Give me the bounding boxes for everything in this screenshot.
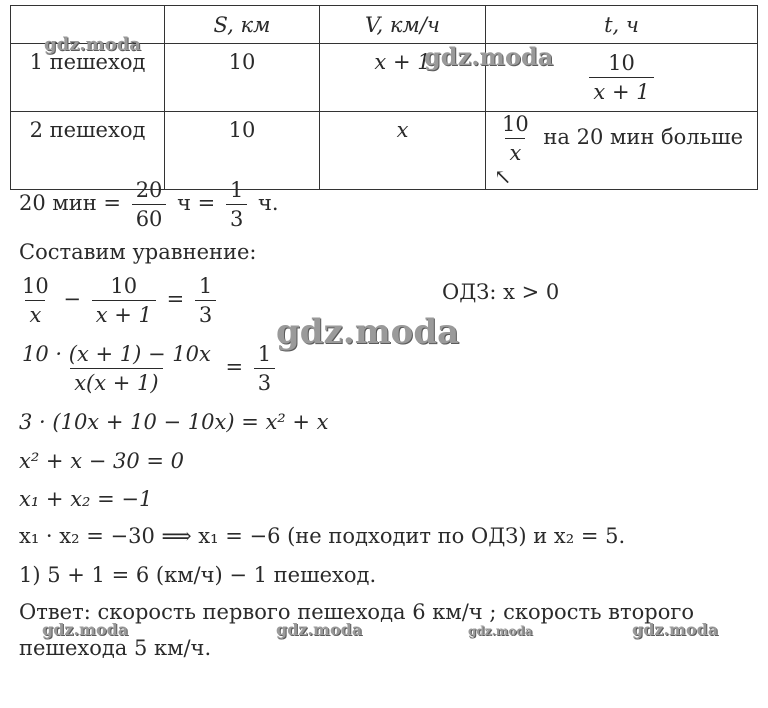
odz-condition: ОДЗ: x > 0: [442, 280, 560, 304]
line-expand: 3 · (10x + 10 − 10x) = x² + x: [19, 410, 329, 434]
line-quadratic: x² + x − 30 = 0: [19, 449, 185, 473]
data-table: [10, 5, 758, 190]
row2-speed: x: [320, 112, 486, 190]
fraction-1-3-b: $\frac{1}{3}$: [254, 342, 275, 395]
watermark: gdz.moda: [632, 620, 719, 639]
fraction-combined: $\frac{10 \cdot (x + 1) - 10x}{x(x + 1)}$: [22, 342, 211, 396]
row2-distance: 10: [165, 112, 320, 190]
fraction-20-60: $\frac{20}{60}$: [132, 178, 167, 231]
row1-name: 1 пешеход: [11, 44, 165, 112]
row2-name: 2 пешеход: [11, 112, 165, 190]
fraction-1-3-eq: $\frac{1}{3}$: [195, 274, 216, 327]
line-vieta-sum: x₁ + x₂ = −1: [19, 487, 153, 511]
header-distance: S, км: [165, 6, 320, 44]
line-equation: $\frac{10}{x}$ − $\frac{10}{x + 1}$ = $\frac{1}{3}$: [14, 274, 220, 327]
line-compose-equation: Составим уравнение:: [19, 240, 257, 264]
line-minutes-conversion: 20 мин = $\frac{20}{60}$ ч = $\frac{1}{3}$ ч.: [19, 178, 279, 232]
fraction-1-3: $\frac{1}{3}$: [226, 178, 247, 231]
watermark: gdz.moda: [42, 620, 129, 639]
watermark: gdz.moda: [44, 34, 141, 55]
line-step-1: 1) 5 + 1 = 6 (км/ч) − 1 пешеход.: [19, 563, 377, 587]
watermark: gdz.moda: [276, 620, 363, 639]
watermark: gdz.moda: [276, 312, 460, 352]
line-answer-2: пешехода 5 км/ч.: [19, 636, 212, 660]
row2-time-note: на 20 мин больше ↖: [494, 125, 744, 190]
watermark: gdz.moda: [468, 624, 533, 638]
line-vieta-product: x₁ · x₂ = −30 ⟹ x₁ = −6 (не подходит по ОДЗ) и x₂ = 5.: [19, 524, 626, 548]
watermark: gdz.moda: [424, 42, 554, 71]
fraction-10-x-plus-1: $\frac{10}{x + 1}$: [92, 274, 156, 327]
row2-time: [486, 112, 758, 190]
fraction-10-x: $\frac{10}{x}$: [22, 274, 49, 328]
header-time: t, ч: [486, 6, 758, 44]
line-common-denominator: $\frac{10 \cdot (x + 1) - 10x}{x(x + 1)}$ = $\frac{1}{3}$: [14, 342, 279, 395]
row1-distance: 10: [165, 44, 320, 112]
row1-speed: x + 1: [320, 44, 486, 112]
header-speed: V, км/ч: [320, 6, 486, 44]
row2-time-fraction: $\frac{10}{x}$: [502, 112, 529, 166]
row1-time-fraction: $\frac{10}{x + 1}$: [589, 51, 653, 104]
line-answer-1: Ответ: скорость первого пешехода 6 км/ч ; скорость второго: [19, 600, 694, 624]
